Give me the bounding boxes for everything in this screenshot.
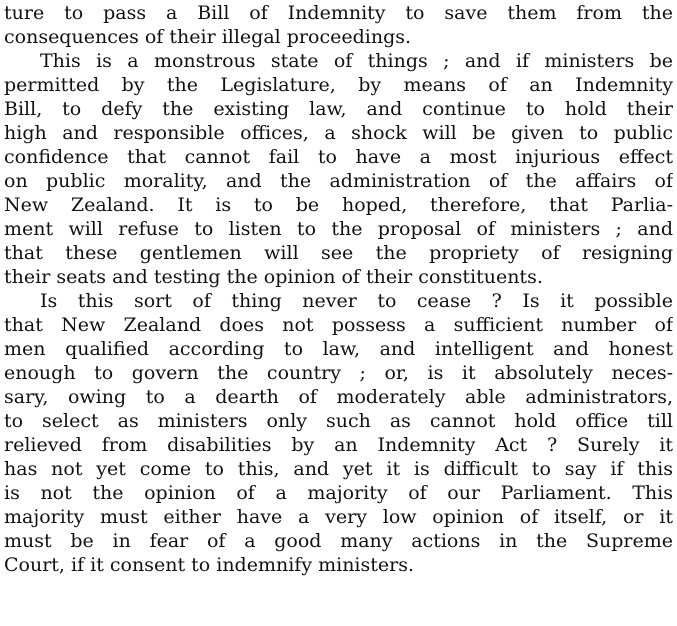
text-line-21: is not the opinion of a majority of our Parliament. This: [4, 482, 673, 504]
text-line-4: permitted by the Legislature, by means of an Indemnity: [4, 74, 673, 96]
text-line-20: has not yet come to this, and yet it is difficult to say if this: [4, 458, 673, 480]
text-line-15: men qualified according to law, and intelligent and honest: [4, 338, 673, 360]
text-line-5: Bill, to defy the existing law, and continue to hold their: [4, 98, 673, 120]
text-line-17: sary, owing to a dearth of moderately able administrators,: [4, 386, 673, 408]
text-line-1: ture to pass a Bill of Indemnity to save them from the: [4, 2, 673, 24]
text-line-24: Court, if it consent to indemnify ministers.: [4, 554, 415, 576]
text-line-13: Is this sort of thing never to cease ? Is it possible: [40, 290, 673, 312]
text-line-11: that these gentlemen will see the propriety of resigning: [4, 242, 673, 264]
text-line-22: majority must either have a very low opinion of itself, or it: [4, 506, 673, 528]
text-line-2: consequences of their illegal proceedings.: [4, 26, 412, 48]
text-line-3: This is a monstrous state of things ; and if ministers be: [40, 50, 673, 72]
text-line-12: their seats and testing the opinion of their constituents.: [4, 266, 543, 288]
paragraph-2: [4, 49, 673, 289]
text-line-23: must be in fear of a good many actions in the Supreme: [4, 530, 673, 552]
text-line-16: enough to govern the country ; or, is it absolutely neces-: [4, 362, 673, 384]
text-line-19: relieved from disabilities by an Indemnity Act ? Surely it: [4, 434, 673, 456]
paragraph-3: [4, 289, 673, 577]
text-line-7: confidence that cannot fail to have a most injurious effect: [4, 146, 673, 168]
text-line-18: to select as ministers only such as cannot hold office till: [4, 410, 673, 432]
text-line-14: that New Zealand does not possess a sufficient number of: [4, 314, 673, 336]
paragraph-1: [4, 1, 673, 49]
text-line-8: on public morality, and the administration of the affairs of: [4, 170, 673, 192]
text-line-9: New Zealand. It is to be hoped, therefore, that Parlia-: [4, 194, 673, 216]
text-line-10: ment will refuse to listen to the proposal of ministers ; and: [4, 218, 673, 240]
text-line-6: high and responsible offices, a shock will be given to public: [4, 122, 673, 144]
